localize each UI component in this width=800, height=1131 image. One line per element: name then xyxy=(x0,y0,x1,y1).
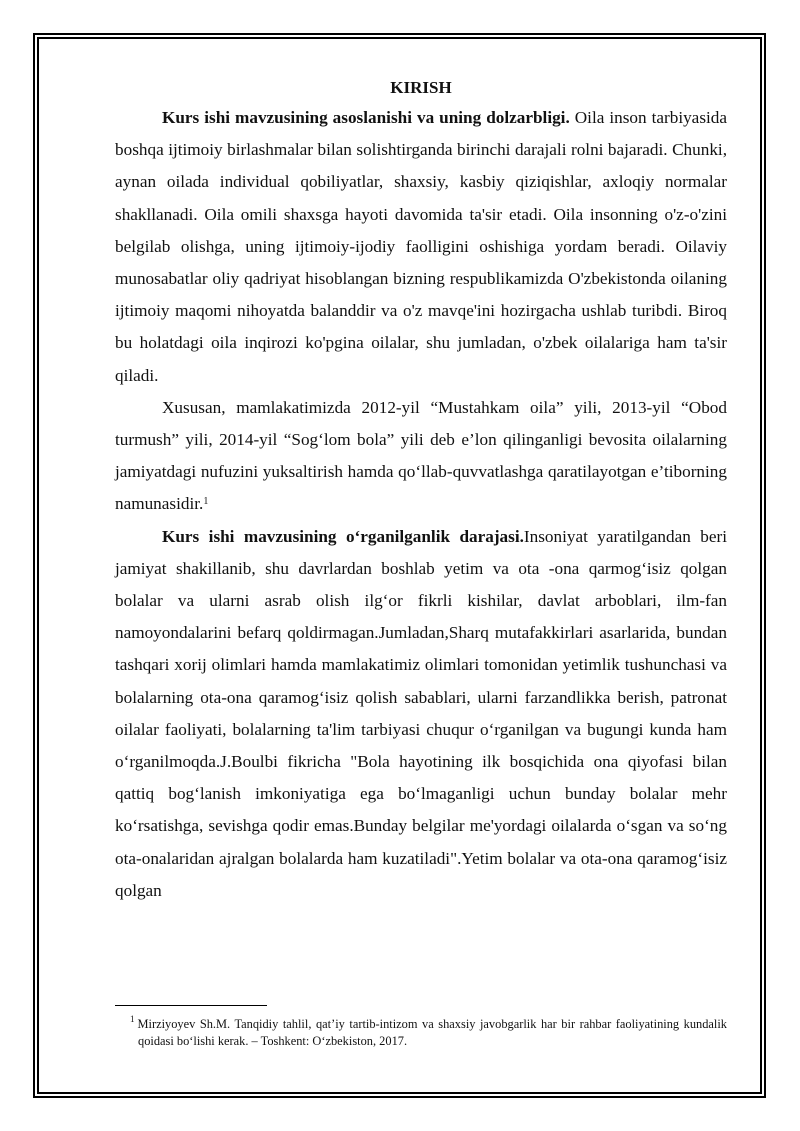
paragraph-text: Xususan, mamlakatimizda 2012-yil “Mustahkam oila” yili, 2013-yil “Obod turmush” yili, 2014-yil “Sog‘lom bola” yili deb e’lon qilinganligi bevosita oilalarning jamiyatdagi nufuzini yuksaltirish hamda qo‘llab-quvvatlashga qaratilayotgan e’tiborning namunasidir. xyxy=(115,397,727,514)
footnote-text: Mirziyoyev Sh.M. Tanqidiy tahlil, qat’iy tartib-intizom va shaxsiy javobgarlik har bir rahbar faoliyatining kundalik qoidasi bo‘lishi kerak. – Toshkent: O‘zbekiston, 2017. xyxy=(137,1017,727,1049)
paragraph-years xyxy=(115,392,727,521)
footnote-reference[interactable]: 1 xyxy=(203,496,209,508)
paragraph-lead-bold: Kurs ishi mavzusining o‘rganilganlik darajasi. xyxy=(162,526,524,546)
page-title: KIRISH xyxy=(390,78,452,97)
footnote xyxy=(130,1012,727,1050)
paragraph-lead-bold: Kurs ishi mavzusining asoslanishi va uning dolzarbligi. xyxy=(162,108,570,127)
paragraph-relevance xyxy=(115,102,727,392)
paragraph-study-degree xyxy=(115,521,727,907)
footnote-number: 1 xyxy=(130,1014,135,1024)
footnote-separator xyxy=(115,1005,267,1006)
document-body xyxy=(115,74,727,907)
paragraph-text: Insoniyat yaratilgandan beri jamiyat shakillanib, shu davrlardan boshlab yetim va ota -ona qarmog‘isiz qolgan bolalar va ularni asrab olish ilg‘or fikrli kishilar, davlat arboblari, ilm-fan namoyondalarini befarq qoldirmagan.Jumladan,Sharq mutafakkirlari asarlarida, bundan tashqari xorij olimlari hamda mamlakatimiz olimlari tomonidan yetimlik tushunchasi va bolalarning ota-ona qaramog‘isiz qolish sabablari, ularni farzandlikka berish, patronat oilalar faoliyati, bolalarning ta'lim tarbiyasi chuqur o‘rganilgan va bugungi kunda ham o‘rganilmoqda.J.Boulbi fikricha "Bola hayotining ilk bosqichida ona qiyofasi bilan qattiq bog‘lanish imkoniyatiga ega bo‘lmaganligi uchun bunday bolalar mehr ko‘rsatishga, sevishga qodir emas.Bunday belgilar me'yordagi oilalarda o‘sgan va so‘ng ota-onalaridan ajralgan bolalarda ham kuzatiladi".Yetim bolalar va ota-ona qaramog‘isiz qolgan xyxy=(115,526,727,900)
paragraph-text: Oila inson tarbiyasida boshqa ijtimoiy birlashmalar bilan solishtirganda birinchi darajali rolni bajaradi. Chunki, aynan oilada individual qobiliyatlar, shaxsiy, kasbiy qiziqishlar, axloqiy normalar shakllanadi. Oila omili shaxsga hayoti davomida ta'sir etadi. Oila insonning o'z-o'zini belgilab olishga, uning ijtimoiy-ijodiy faolligini oshishiga yordam beradi. Oilaviy munosabatlar oliy qadriyat hisoblangan bizning respublikamizda O'zbekistonda oilaning ijtimoiy maqomi nihoyatda balanddir va o'z mavqe'ini hozirgacha ushlab turibdi. Biroq bu holatdagi oila inqirozi ko'pgina oilalar, shu jumladan, o'zbek oilalariga ham ta'sir qiladi. xyxy=(115,108,728,385)
